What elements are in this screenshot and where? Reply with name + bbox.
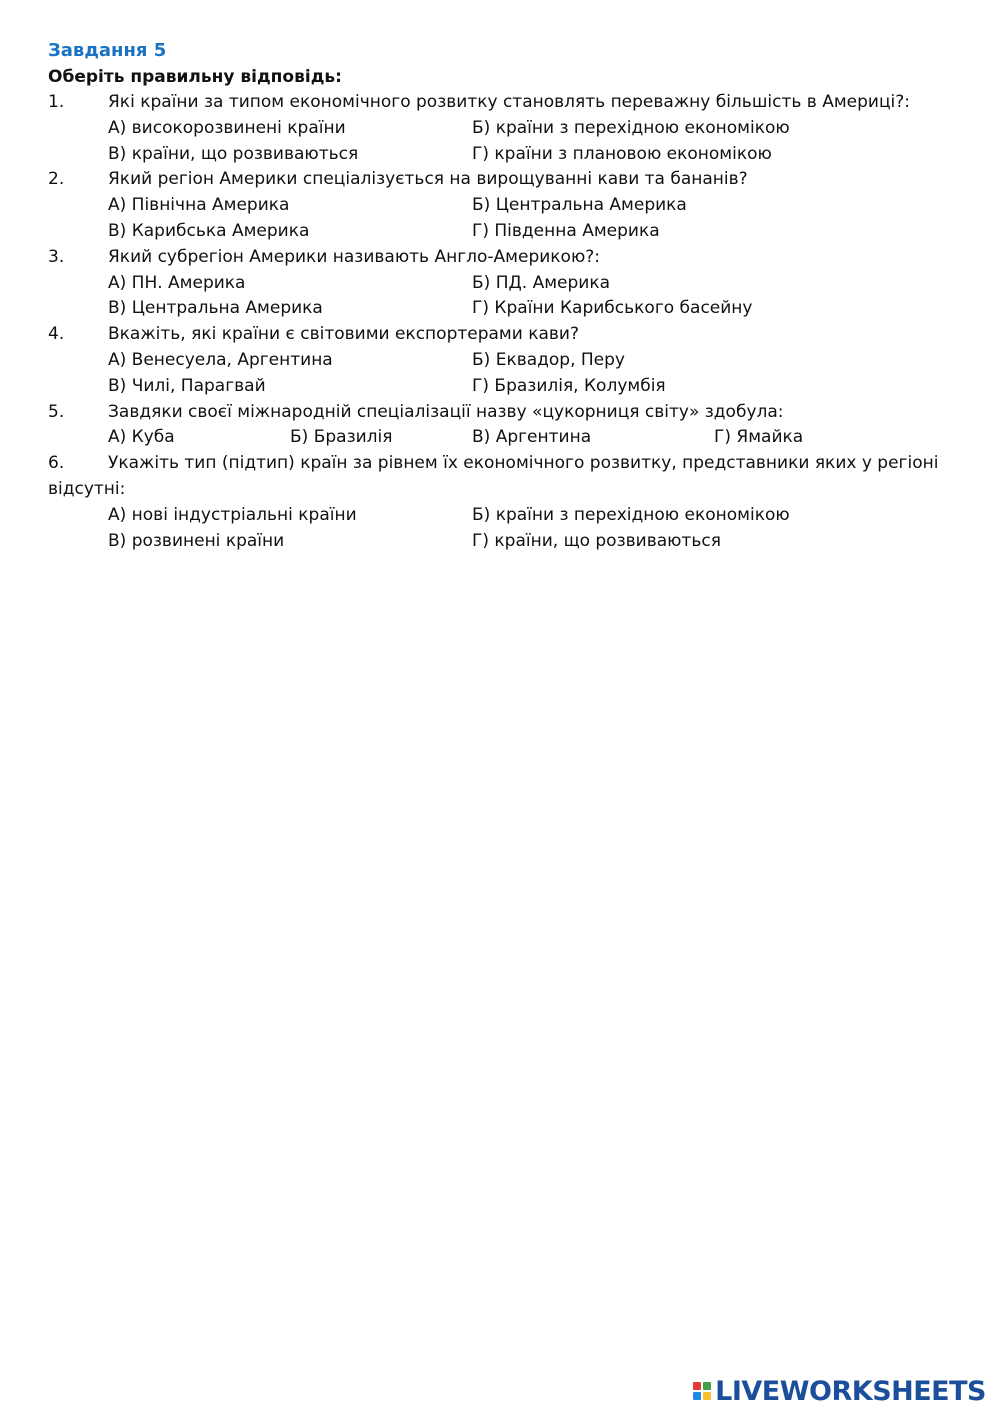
question-text: Який регіон Америки спеціалізується на вирощуванні кави та бананів? <box>108 169 748 190</box>
options-row <box>48 529 948 555</box>
logo-mark-icon <box>693 1382 711 1400</box>
task-instruction: Оберіть правильну відповідь: <box>48 67 342 87</box>
question-text: Укажіть тип (підтип) країн за рівнем їх економічного розвитку, представники яких у регіоні відсутні: <box>48 453 939 499</box>
option-a[interactable]: А) ПН. Америка <box>108 272 246 293</box>
option-g[interactable]: Г) країни з плановою економікою <box>472 143 772 164</box>
options-row <box>48 219 948 245</box>
options-row <box>48 271 948 297</box>
logo-text: LIVEWORKSHEETS <box>715 1375 986 1407</box>
option-b[interactable]: Б) Еквадор, Перу <box>472 349 625 370</box>
options-row <box>48 348 948 374</box>
question-number: 6. <box>48 453 65 474</box>
question-text: Вкажіть, які країни є світовими експортерами кави? <box>108 324 579 345</box>
option-v[interactable]: В) Аргентина <box>472 427 592 448</box>
liveworksheets-logo <box>693 1376 986 1406</box>
question-text: Який субрегіон Америки називають Англо-Америкою?: <box>108 246 601 267</box>
option-b[interactable]: Б) Центральна Америка <box>472 195 687 216</box>
option-b[interactable]: Б) ПД. Америка <box>472 272 611 293</box>
option-v[interactable]: В) Карибська Америка <box>108 220 310 241</box>
question-number: 3. <box>48 246 65 267</box>
option-g[interactable]: Г) Бразилія, Колумбія <box>472 375 666 396</box>
option-g[interactable]: Г) Південна Америка <box>472 220 660 241</box>
option-b[interactable]: Б) Бразилія <box>290 427 393 448</box>
options-row <box>48 193 948 219</box>
question-text: Які країни за типом економічного розвитку становлять переважну більшість в Америці?: <box>108 92 910 112</box>
logo-square-green <box>703 1382 711 1390</box>
option-a[interactable]: А) Куба <box>108 427 175 448</box>
option-v[interactable]: В) розвинені країни <box>108 530 285 551</box>
question-number: 4. <box>48 324 65 345</box>
question-2 <box>48 167 948 193</box>
options-row <box>48 425 948 451</box>
option-v[interactable]: В) країни, що розвиваються <box>108 143 359 164</box>
question-text: Завдяки своєї міжнародній спеціалізації назву «цукорниця світу» здобула: <box>108 401 784 422</box>
option-a[interactable]: А) високорозвинені країни <box>108 117 346 138</box>
option-g[interactable]: Г) Країни Карибського басейну <box>472 298 753 319</box>
options-row <box>48 116 948 142</box>
options-row <box>48 374 948 400</box>
question-4 <box>48 322 948 348</box>
logo-square-yellow <box>703 1392 711 1400</box>
option-g[interactable]: Г) країни, що розвиваються <box>472 530 721 551</box>
options-row <box>48 296 948 322</box>
option-v[interactable]: В) Центральна Америка <box>108 298 323 319</box>
question-number: 5. <box>48 401 65 422</box>
question-1 <box>48 90 948 116</box>
option-b[interactable]: Б) країни з перехідною економікою <box>472 504 790 525</box>
question-3 <box>48 245 948 271</box>
option-a[interactable]: А) Північна Америка <box>108 195 290 216</box>
logo-square-red <box>693 1382 701 1390</box>
question-number: 1. <box>48 92 65 112</box>
worksheet <box>48 38 948 554</box>
question-6 <box>48 451 948 503</box>
option-v[interactable]: В) Чилі, Парагвай <box>108 375 266 396</box>
option-a[interactable]: А) Венесуела, Аргентина <box>108 349 333 370</box>
logo-square-blue <box>693 1392 701 1400</box>
task-title: Завдання 5 <box>48 40 167 61</box>
options-row <box>48 142 948 168</box>
option-g[interactable]: Г) Ямайка <box>714 427 804 448</box>
question-number: 2. <box>48 169 65 190</box>
option-a[interactable]: А) нові індустріальні країни <box>108 504 357 525</box>
option-b[interactable]: Б) країни з перехідною економікою <box>472 117 790 138</box>
options-row <box>48 503 948 529</box>
question-5 <box>48 400 948 426</box>
